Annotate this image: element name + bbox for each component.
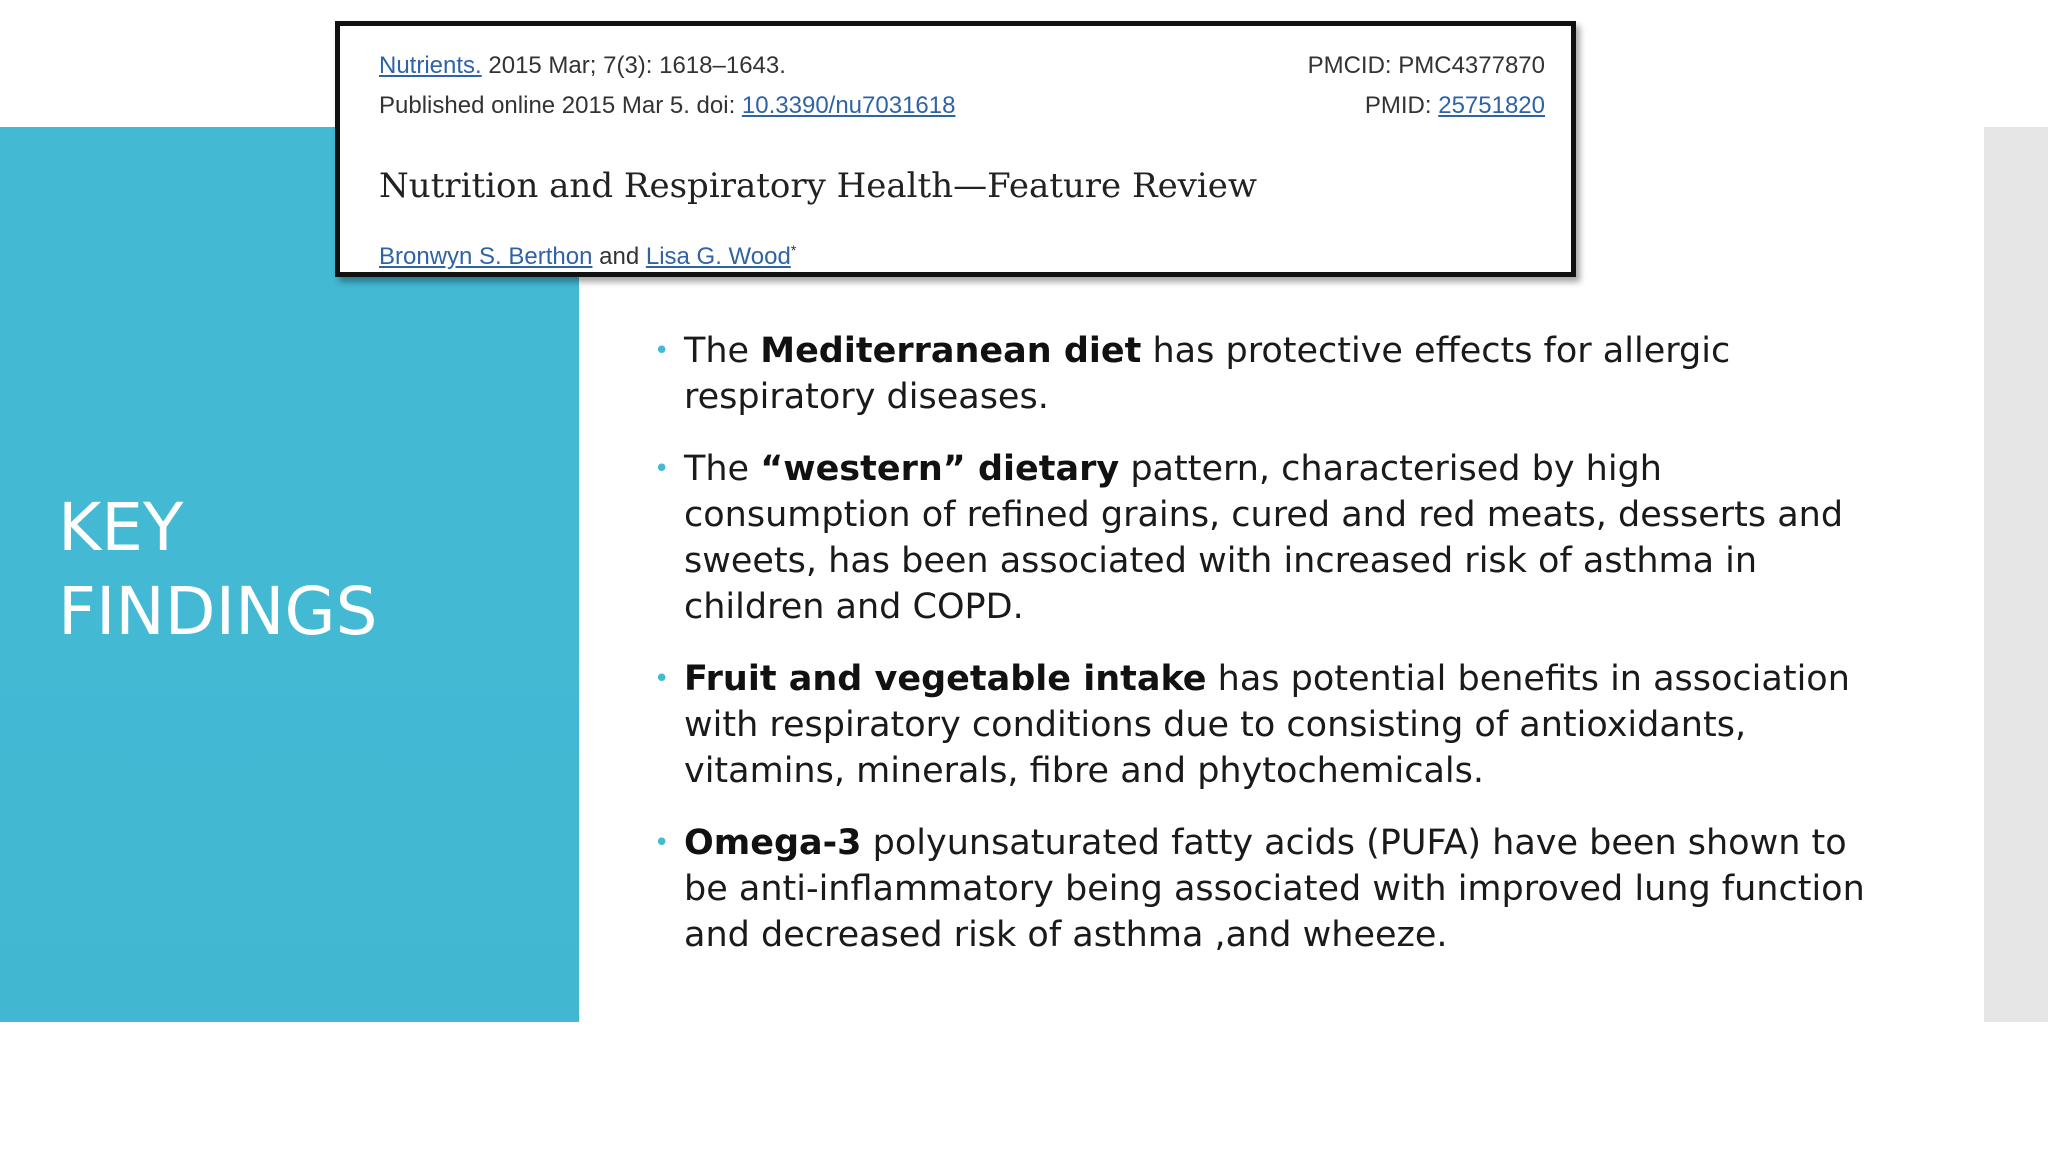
section-title-line-2: FINDINGS: [58, 573, 378, 650]
finding-text-post: polyunsaturated fatty acids (PUFA) have been shown to be anti-inflammatory being associated with improved lung function and decreased risk of asthma ,and wheeze.: [684, 823, 1865, 955]
author-line: [379, 236, 796, 271]
finding-text-bold: “western” dietary: [760, 449, 1120, 489]
published-text: Published online 2015 Mar 5. doi:: [379, 92, 742, 119]
publication-line: [379, 92, 955, 120]
bullet-icon: •: [654, 454, 670, 484]
bullet-icon: •: [654, 336, 670, 366]
finding-text-post: has potential benefits in association with respiratory conditions due to consisting of antioxidants, vitamins, minerals, fibre and phytochemicals.: [684, 659, 1850, 791]
finding-text-post: has protective effects for allergic respiratory diseases.: [684, 331, 1731, 417]
findings-list: [650, 328, 1880, 984]
finding-item: [650, 446, 1880, 630]
finding-text-bold: Omega-3: [684, 823, 862, 863]
bullet-icon: •: [654, 828, 670, 858]
finding-text-bold: Mediterranean diet: [760, 331, 1142, 371]
pmcid-text: PMCID: PMC4377870: [1307, 52, 1545, 79]
finding-item: [650, 656, 1880, 794]
finding-text-post: pattern, characterised by high consumption of refined grains, cured and red meats, desserts and sweets, has been associated with increased risk of asthma in children and COPD.: [684, 449, 1844, 627]
pmid-label: PMID:: [1364, 92, 1439, 119]
pmid-link[interactable]: 25751820: [1438, 92, 1545, 119]
side-strip: [1984, 127, 2048, 1022]
finding-item: [650, 820, 1880, 958]
bullet-icon: •: [654, 664, 670, 694]
author-separator: and: [592, 243, 646, 270]
finding-text-bold: Fruit and vegetable intake: [684, 659, 1207, 699]
section-title-line-1: KEY: [58, 489, 184, 566]
journal-link[interactable]: Nutrients.: [379, 52, 482, 79]
article-title: Nutrition and Respiratory Health—Feature Review: [379, 166, 1257, 206]
citation-screenshot: [335, 21, 1576, 277]
journal-line: [379, 52, 786, 80]
author-link-1[interactable]: Bronwyn S. Berthon: [379, 243, 593, 270]
author-link-2[interactable]: Lisa G. Wood: [645, 243, 791, 270]
doi-link[interactable]: 10.3390/nu7031618: [741, 92, 956, 119]
finding-text-pre: The: [684, 449, 761, 489]
corresponding-author-mark: *: [790, 242, 797, 258]
pmid-line: [1365, 92, 1545, 120]
section-title: [58, 486, 378, 654]
finding-text-pre: The: [684, 331, 761, 371]
finding-item: [650, 328, 1880, 420]
journal-info: 2015 Mar; 7(3): 1618–1643.: [481, 52, 786, 79]
